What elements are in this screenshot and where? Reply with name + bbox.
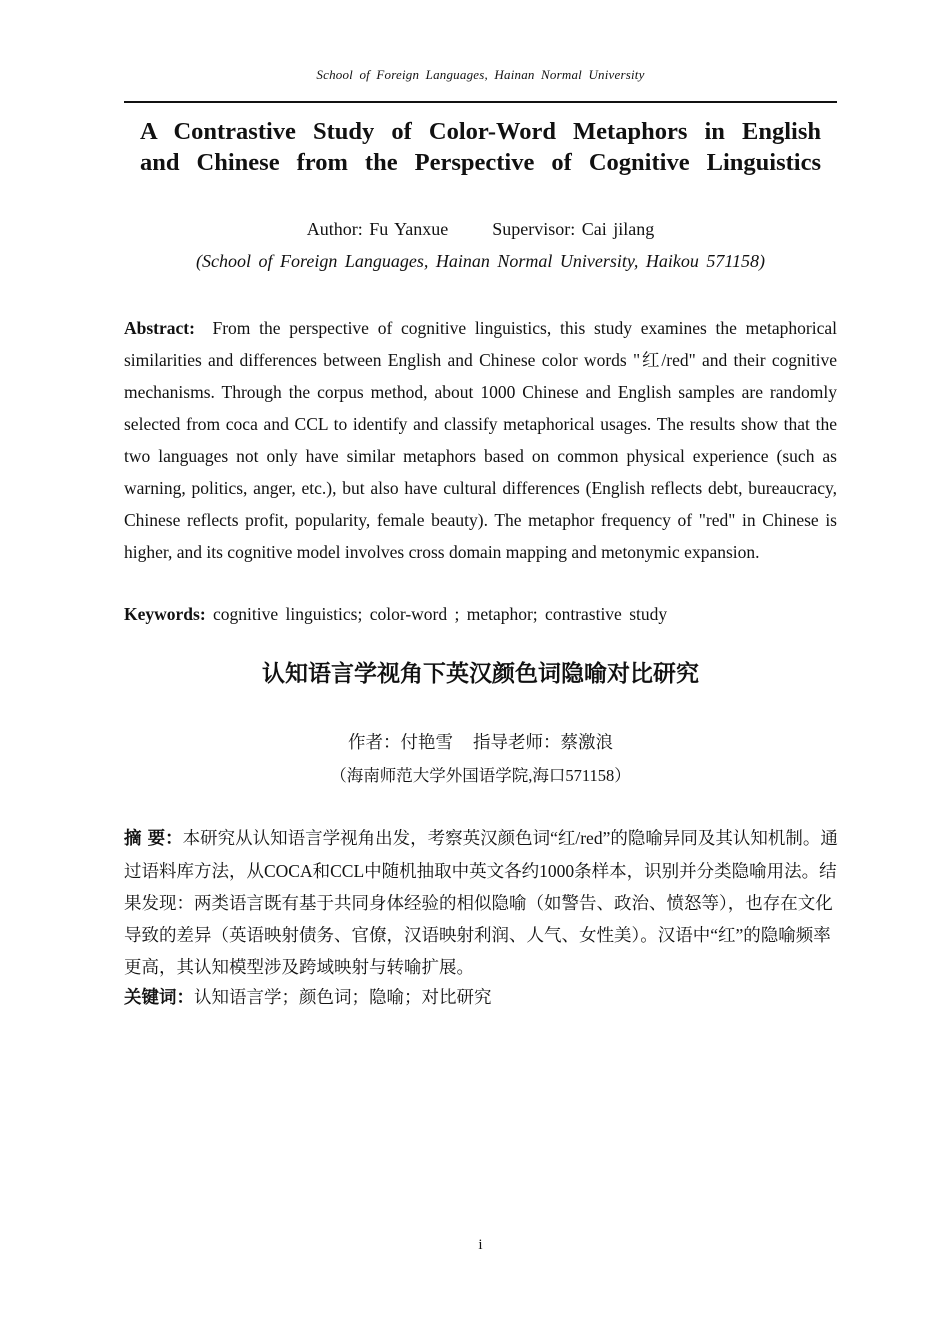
chinese-keywords-label: 关键词： [124, 988, 194, 1008]
english-supervisor: Supervisor: Cai jilang [492, 219, 655, 239]
english-title [140, 116, 821, 178]
english-abstract [124, 312, 837, 568]
page-number: i [478, 1237, 483, 1253]
chinese-keywords [124, 981, 837, 1014]
english-keywords [124, 598, 837, 630]
header-rule [124, 101, 837, 103]
english-author-line [124, 219, 837, 240]
english-abstract-label: Abstract: [124, 318, 195, 338]
chinese-title: 认知语言学视角下英汉颜色词隐喻对比研究 [262, 661, 699, 687]
english-affiliation: (School of Foreign Languages, Hainan Normal University, Haikou 571158) [196, 251, 765, 271]
english-abstract-text: From the perspective of cognitive linguistics, this study examines the metaphorical similarities and differences between English and Chinese color words "红/red" and their cognitive mechanisms. Through the corpus method, about 1000 Chinese and English samples are randomly selected from coca and CCL to identify and classify metaphorical usages. The results show that the two languages not only have similar metaphors based on common physical experience (such as warning, politics, anger, etc.), but also have cultural differences (English reflects debt, bureaucracy, Chinese reflects profit, popularity, female beauty). The metaphor frequency of "red" in Chinese is higher, and its cognitive model involves cross domain mapping and metonymic expansion. [124, 318, 838, 562]
chinese-keywords-text: 认知语言学；颜色词；隐喻；对比研究 [194, 987, 492, 1007]
english-author: Author: Fu Yanxue [306, 219, 449, 239]
chinese-abstract-label: 摘 要： [124, 829, 183, 849]
english-keywords-text: cognitive linguistics; color-word ; metaphor; contrastive study [213, 604, 668, 624]
chinese-abstract-text: 本研究从认知语言学视角出发，考察英汉颜色词“红/red”的隐喻异同及其认知机制。通过语料库方法，从COCA和CCL中随机抽取中英文各约1000条样本，识别并分类隐喻用法。结果发现：两类语言既有基于共同身体经验的相似隐喻（如警告、政治、愤怒等），也存在文化导致的差异（英语映射债务、官僚，汉语映射利润、人气、女性美）。汉语中“红”的隐喻频率更高，其认知模型涉及跨域映射与转喻扩展。 [124, 828, 838, 977]
english-title-line-1: A Contrastive Study of Color-Word Metaphors in English [140, 118, 821, 145]
english-title-line-2: and Chinese from the Perspective of Cognitive Linguistics [140, 149, 821, 176]
chinese-author: 作者：付艳雪 [348, 732, 453, 752]
chinese-supervisor: 指导老师：蔡激浪 [473, 732, 613, 752]
chinese-author-line [124, 729, 837, 754]
chinese-abstract [124, 822, 848, 983]
english-keywords-label: Keywords: [124, 604, 206, 624]
chinese-affiliation: （海南师范大学外国语学院,海口571158） [330, 766, 631, 785]
running-header: School of Foreign Languages, Hainan Normal University [316, 67, 645, 82]
